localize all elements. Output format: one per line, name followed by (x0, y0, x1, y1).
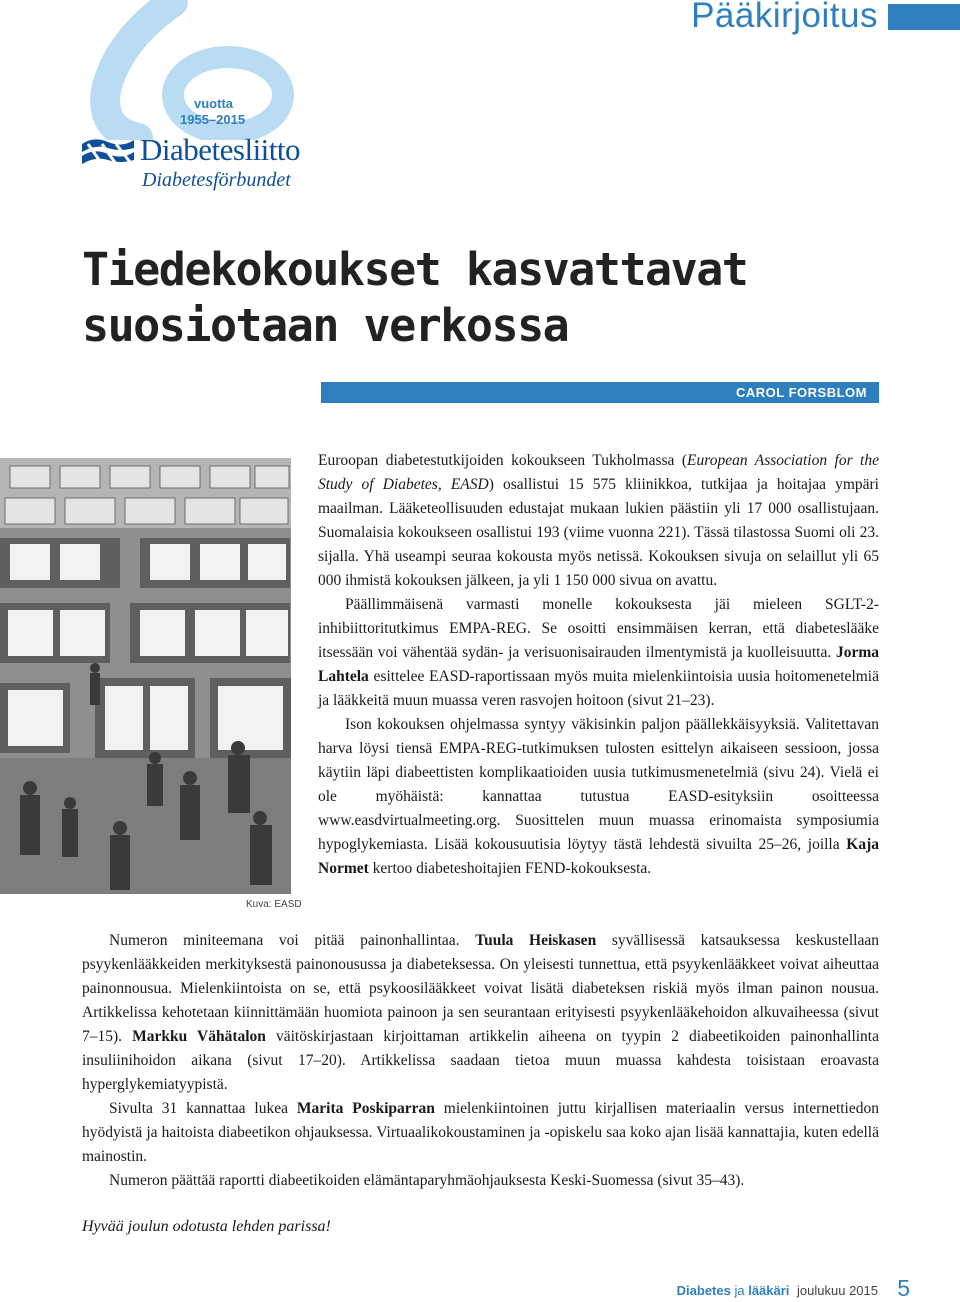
diabetesliitto-flag-icon (80, 134, 136, 174)
paragraph-5-text-b: mielenkiintoinen juttu kirjallisen materiaalin versus internettiedon hyödyistä ja haitoista diabeetikon ohjauksessa. Virtuaalikokoustaminen ja -opiskelu saa koko ajan lisää kannattajia, kuten edellä mainostin. (82, 1100, 879, 1165)
footer-mag-word3: lääkäri (748, 1283, 790, 1298)
article-title (82, 242, 862, 354)
paragraph-5-text-a: Sivulta 31 kannattaa lukea (109, 1100, 297, 1117)
conference-photo (0, 458, 291, 894)
paragraph-5 (82, 1097, 879, 1169)
paragraph-1-text-a: Euroopan diabetestutkijoiden kokoukseen Tukholmassa ( (318, 452, 688, 469)
paragraph-4-text-c: väitöskirjastaan kirjoittaman artikkelin aiheena on tyypin 2 diabeetikoiden painonhallinta insuliinihoidon aikana (sivut 17–20). Artikkelissa saadaan tietoa muun muassa kahdesta toisistaan eroavasta hyperglykemiatyypistä. (82, 1028, 879, 1093)
paragraph-4-text-a: Numeron miniteemana voi pitää painonhallintaa. (109, 932, 476, 949)
paragraph-3 (318, 713, 879, 881)
footer-magazine (677, 1283, 878, 1298)
brand-name: Diabetesliitto (140, 132, 301, 167)
paragraph-1-text-b: ) osallistui 15 575 kliinikkoa, tutkijaa ja hoitajaa ympäri maailman. Lääketeollisuuden edustajat mukaan lukien päästiin yli 17 000 osallistujaan. Suomalaisia kokoukseen osallistui 193 (viime vuonna 221). Tässä tilastossa Suomi oli 23. sijalla. Yhä useampi seuraa kokousta myös netissä. Kokouksen sivuja on selaillut yli 65 000 ihmistä kokouksen jälkeen, ja yli 1 150 000 sivua on avattu. (318, 476, 879, 589)
paragraph-2-text-a: Päällimmäisenä varmasti monelle kokouksesta jäi mieleen SGLT-2-inhibiittoritutkimus EMPA-REG. Se osoitti ensimmäisen kerran, että diabeteslääke itsessään voi vähentää sydän- ja verisuonisairauden ilmentymistä ja kuolleisuutta. (318, 596, 879, 661)
paragraph-4 (82, 929, 879, 1097)
paragraph-4-text-b: syvällisessä katsauksessa keskustellaan psyykenlääkkeiden merkityksestä painonousussa ja diabeteksessa. On yleisesti tunnettua, että psyykenlääkkeet voivat aiheuttaa painonnousua. Mielenkiintoista on se, että psykoosilääkkeet voivat lisätä diabeteksen riskiä myös ilman painon nousua. Artikkelissa kehotetaan kiinnittämään huomiota painoon ja sen seurantaan erityisesti psyykenlääkehoidon alkuvaiheessa (sivut 7–15). (82, 932, 879, 1045)
paragraph-4-person-2: Markku Vähätalon (132, 1028, 266, 1045)
anniversary-years: 1955–2015 (180, 112, 246, 127)
paragraph-2 (318, 593, 879, 713)
article-title-line2: suosiotaan verkossa (82, 299, 569, 352)
footer-mag-word2: ja (730, 1283, 749, 1298)
paragraph-3-person: Kaja Normet (318, 836, 879, 877)
article-body-column (318, 449, 879, 881)
paragraph-6: Numeron päättää raportti diabeetikoiden elämäntaparyhmäohjauksesta Keski-Suomessa (sivut 35–43). (109, 1172, 745, 1189)
closing-line: Hyvää joulun odotusta lehden parissa! (82, 1218, 331, 1235)
anniversary-label: vuotta (194, 96, 233, 111)
page-number: 5 (897, 1275, 910, 1301)
section-bar (888, 4, 960, 30)
paragraph-1 (318, 449, 879, 593)
paragraph-5-person: Marita Poskiparran (296, 1100, 435, 1117)
footer-issue: joulukuu 2015 (797, 1283, 878, 1298)
paragraph-4-person-1: Tuula Heiskasen (475, 932, 597, 949)
paragraph-3-text-a: Ison kokouksen ohjelmassa syntyy väkisinkin paljon päällekkäisyyksiä. Valitettavan harva löysi tiensä EMPA-REG-tutkimuksen tulosten esittelyn aikaiseen sessioon, jossa käytiin läpi diabeettisten komplikaatioiden uusia tutkimusmenetelmiä (sivu 24). Vielä ei ole myöhäistä: kannattaa tutustua EASD-esityksiin osoitteessa www.easdvirtualmeeting.org. Suosittelen muun muassa erinomaista symposiumia hypoglykemiasta. Lisää kokousuutisia löytyy tästä lehdestä sivuilta 25–26, joilla (318, 716, 879, 853)
brand-name-swedish: Diabetesförbundet (142, 169, 291, 191)
paragraph-2-person: Jorma Lahtela (318, 644, 879, 685)
paragraph-3-text-b: kertoo diabeteshoitajien FEND-kokouksesta. (368, 860, 652, 877)
footer-mag-word1: Diabetes (676, 1283, 731, 1298)
article-body-full (82, 929, 879, 1193)
author-bar: CAROL FORSBLOM (321, 382, 879, 403)
article-title-line1: Tiedekokoukset kasvattavat (82, 243, 748, 296)
photo-credit: Kuva: EASD (246, 899, 302, 910)
paragraph-1-italic: European Association for the Study of Diabetes, EASD (318, 452, 879, 493)
paragraph-2-text-b: esittelee EASD-raportissaan myös muita mielenkiintoisia uusia hoitomenetelmiä ja lääkkeitä muun muassa veren rasvojen hoitoon (sivut 21–23). (318, 668, 879, 709)
section-label: Pääkirjoitus (691, 0, 878, 35)
